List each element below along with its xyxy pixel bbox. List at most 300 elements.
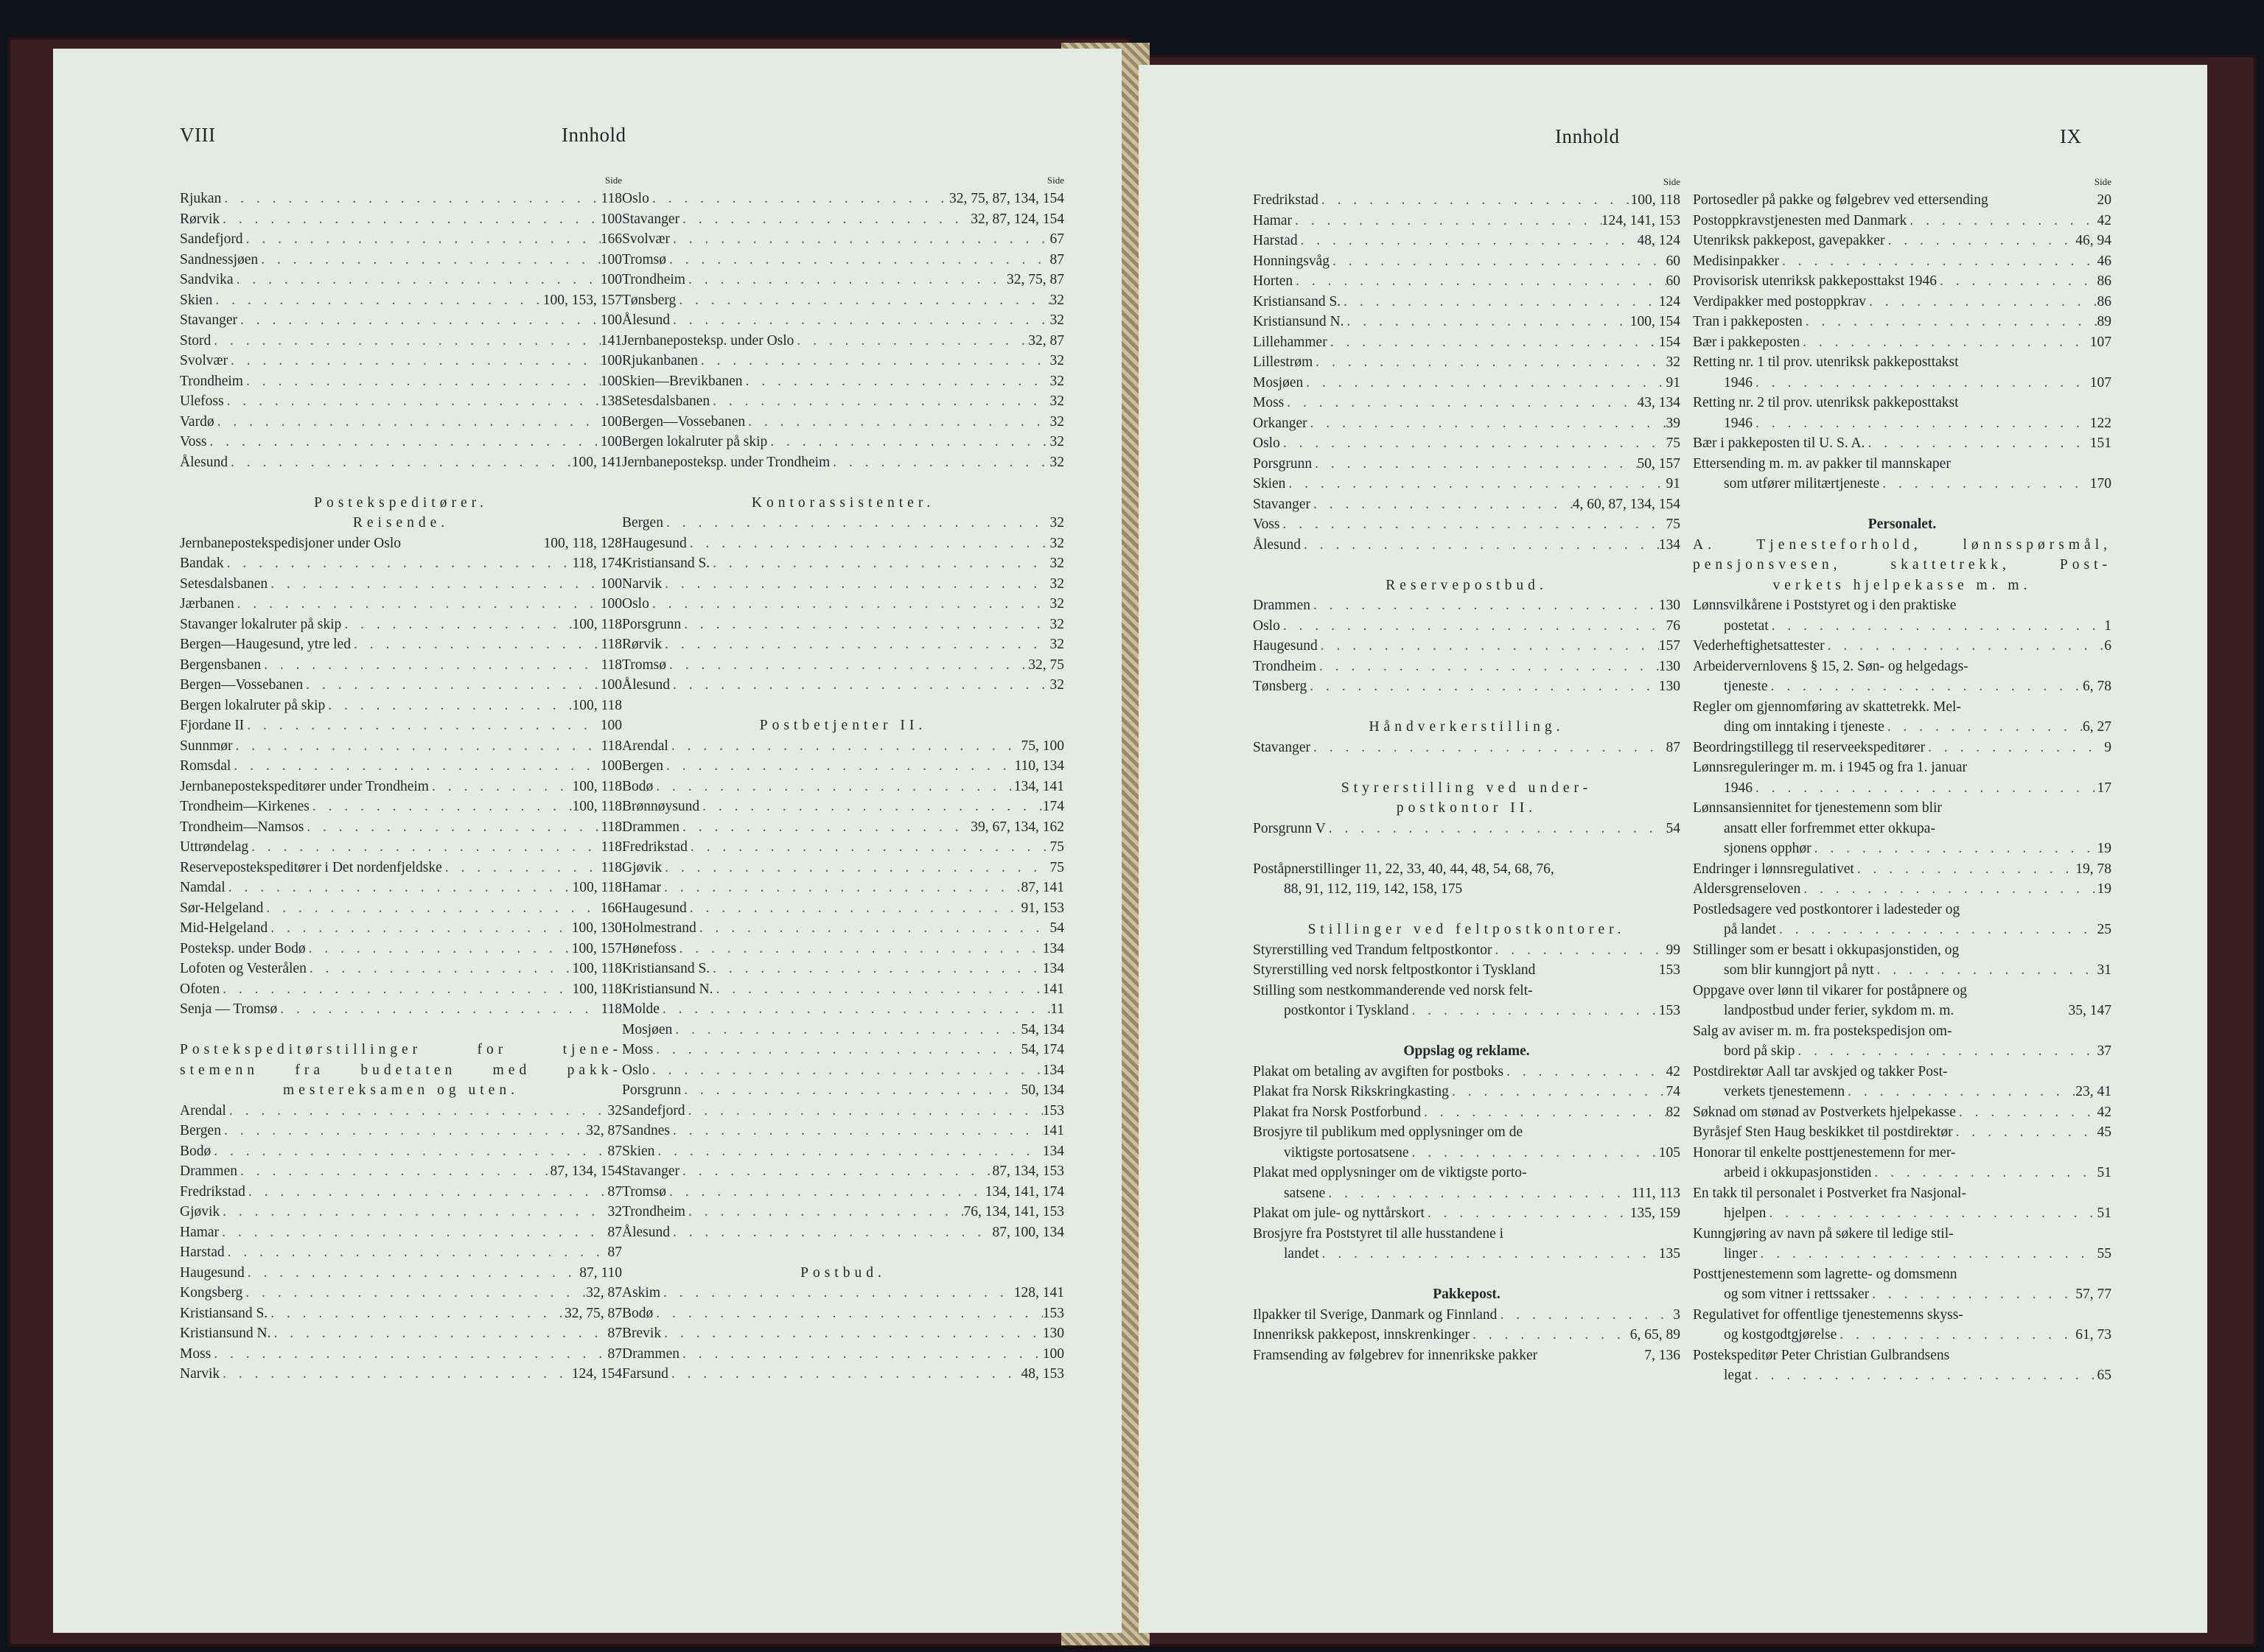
entry-title: og kostgodtgjørelse [1724,1327,1837,1343]
leader-dots [1319,1244,1659,1264]
index-entry [1253,1122,1680,1143]
entry-page-refs: 105 [1658,1144,1680,1161]
leader-dots [687,898,1021,919]
entry-title: Innenriksk pakkepost, innskrenkinger [1253,1327,1470,1343]
index-entry [180,250,622,270]
index-entry [1693,1183,2111,1204]
index-entry [180,615,622,635]
leader-dots [679,209,971,230]
index-entry [622,999,1064,1020]
entry-title: Horten [1253,273,1293,289]
index-entry [622,1323,1064,1344]
entry-page-refs: 9 [2104,739,2111,755]
entry-page-refs: 141 [600,332,622,349]
leader-dots [698,351,1050,371]
left-page [53,49,1122,1633]
index-entry [622,1040,1064,1060]
index-entry [180,310,622,331]
leader-dots [662,858,1049,878]
spacer [1253,757,1680,778]
entry-title: Bergen [622,515,663,531]
leader-dots [1298,231,1638,251]
entry-page-refs: 130 [1658,679,1680,694]
index-entry [180,979,622,1000]
entry-title: Posteksp. under Bodø [180,940,306,956]
entry-page-refs: 157 [1658,638,1680,654]
entry-page-refs: 87, 110 [579,1264,622,1281]
leader-dots [679,817,971,838]
leader-dots [1795,1041,2097,1062]
section-heading: stemenn fra budetaten med pakk- [180,1062,622,1078]
index-entry [1253,1203,1680,1224]
section-heading: verkets hjelpekasse m. m. [1772,577,2032,593]
section-heading: Postekspeditørstillinger for tjene- [180,1042,622,1057]
entry-title: Tromsø [622,251,666,267]
entry-page-refs: 135 [1658,1246,1680,1261]
entry-page-refs: 87, 141 [1021,880,1064,895]
entry-title: Holmestrand [622,920,696,936]
leader-dots [220,209,601,230]
index-entry [1693,1325,2111,1345]
entry-page-refs: 87, 134, 153 [992,1163,1064,1179]
leader-dots [245,1182,608,1203]
leader-dots [670,229,1049,250]
entry-page-refs: 153 [1658,962,1680,978]
leader-dots [307,959,573,979]
entry-title: Stavanger [622,1163,679,1179]
entry-title: Setesdalsbanen [180,575,268,592]
index-entry [622,615,1064,635]
entry-title: ding om inntaking i tjeneste [1724,719,1884,735]
entry-page-refs: 87 [1049,251,1064,267]
entry-title: Retting nr. 2 til prov. utenriksk pakkeposttakst [1693,395,1959,410]
entry-page-refs: 60 [1666,273,1680,289]
entry-page-refs: 134 [1042,940,1064,956]
leader-dots [1284,393,1637,413]
entry-page-refs: 65 [2097,1368,2111,1383]
entry-title: Voss [1253,517,1280,532]
leader-dots [226,878,573,898]
leader-dots [243,371,601,392]
entry-title: Hamar [180,1224,220,1240]
entry-title: Beordringstillegg til reserveekspeditører [1693,739,1926,755]
index-entry [1253,494,1680,515]
leader-dots [351,634,601,655]
entry-title: Regler om gjennomføring av skattetrekk. Mel- [1693,699,1961,715]
index-entry [1693,1345,2111,1366]
index-entry [1253,616,1680,637]
entry-page-refs: 42 [2097,212,2111,228]
index-entry [622,250,1064,270]
index-entry [180,817,622,838]
section-heading: mestereksamen og uten. [283,1082,519,1098]
leader-dots [1318,190,1631,211]
index-entry [1253,819,1680,839]
entry-page-refs: 100 [600,353,622,368]
leader-dots [1318,636,1659,657]
index-entry [1693,1305,2111,1326]
entry-title: linger [1724,1246,1758,1261]
index-entry [1253,271,1680,292]
leader-dots [1303,373,1666,393]
entry-page-refs: 100, 157 [571,940,622,956]
entry-page-refs: 118 [601,819,622,835]
entry-title: Vederheftighetsattester [1693,638,1825,654]
entry-title: Svolvær [180,353,228,368]
entry-title: Brosjyre fra Poststyret til alle husstandene i [1253,1225,1504,1242]
entry-page-refs: 32 [1049,454,1064,470]
entry-title: Bergen [622,758,663,774]
entry-title: Bergen—Haugesund, ytre led [180,637,351,652]
entry-title: Framsending av følgebrev for innenrikske pakker [1253,1347,1538,1363]
entry-title: 88, 91, 112, 119, 142, 158, 175 [1284,881,1463,897]
entry-page-refs: 100 [600,758,622,774]
leader-dots [1497,1305,1673,1326]
entry-title: Stillinger som er besatt i okkupasjonstiden, og [1693,942,1960,958]
index-entry [1693,271,2111,292]
entry-page-refs: 32 [1049,312,1064,328]
index-entry [622,756,1064,777]
leader-dots [268,574,601,595]
entry-title: verkets tjenestemenn [1724,1084,1845,1099]
entry-page-refs: 6 [2104,638,2111,654]
index-entry [622,858,1064,878]
index-entry [622,594,1064,615]
index-entry [1693,757,2111,778]
entry-page-refs: 100 [1042,1345,1064,1362]
entry-page-refs: 25 [2097,922,2111,937]
index-entry [180,371,622,392]
entry-title: Fredrikstad [1253,192,1318,208]
left-column-2 [622,174,1064,1385]
entry-title: Trondheim [622,272,685,287]
entry-page-refs: 118, 174 [572,556,622,571]
entry-page-refs: 134 [1658,536,1680,553]
right-column-2 [1693,175,2111,1386]
entry-title: Salg av aviser m. m. fra postekspedisjon om- [1693,1023,1952,1039]
leader-dots [681,615,1049,635]
entry-page-refs: 138 [600,393,622,409]
leader-dots [710,391,1049,412]
entry-page-refs: 54, 134 [1021,1021,1064,1037]
entry-page-refs: 87 [607,1345,622,1362]
entry-page-refs: 87, 134, 154 [550,1163,622,1179]
index-entry [1693,433,2111,454]
leader-dots [1292,211,1601,231]
leader-dots [1280,433,1666,454]
index-entry [1253,292,1680,312]
leader-dots [1800,879,2097,900]
entry-title: ansatt eller forfremmet etter okkupa- [1724,820,1935,836]
leader-dots [233,736,601,757]
entry-title: Oslo [622,1062,649,1078]
entry-title: Bergensbanen [180,657,262,673]
entry-title: Romsdal [180,758,231,774]
index-entry [1693,1041,2111,1062]
entry-page-refs: 134 [1042,961,1064,976]
leader-dots [237,310,601,331]
entry-page-refs: 134, 141, 174 [985,1183,1064,1200]
right-page [1139,65,2207,1633]
entry-title: Poståpnerstillinger 11, 22, 33, 40, 44, 48, 54, 68, 76, [1253,861,1554,877]
index-entry [1693,332,2111,353]
leader-dots [685,1202,964,1222]
index-entry [622,290,1064,311]
entry-page-refs: 100, 118 [572,880,622,895]
leader-dots [1293,271,1666,292]
entry-title: Byråsjef Sten Haug beskikket til postdirektør [1693,1124,1953,1140]
entry-title: Oslo [1253,617,1280,634]
leader-dots [1925,738,2104,758]
entry-page-refs: 100 [600,413,622,430]
entry-page-refs: 153 [1042,1102,1064,1119]
entry-title: Lønnsansiennitet for tjenestemenn som blir [1693,800,1942,816]
entry-page-refs: 11 [1050,1001,1064,1017]
leader-dots [681,1080,1021,1101]
leader-dots [1753,413,2090,434]
leader-dots [653,1040,1021,1060]
leader-dots [1325,1183,1632,1204]
index-entry [180,696,622,716]
entry-page-refs: 118 [601,839,622,855]
entry-page-refs: 91, 153 [1021,900,1064,916]
index-entry [1253,1102,1680,1123]
index-entry [622,229,1064,250]
entry-page-refs: 7, 136 [1644,1347,1680,1363]
entry-title: Rjukan [180,191,222,206]
leader-dots [231,756,600,777]
entry-page-refs: 153 [1658,1003,1680,1018]
entry-title: Stilling som nestkommanderende ved norsk felt- [1253,982,1533,998]
entry-page-refs: 100, 118 [572,697,622,713]
entry-page-refs: 86 [2097,273,2111,289]
leader-dots [1408,1001,1658,1021]
leader-dots [228,351,601,371]
entry-page-refs: 154 [1658,334,1680,350]
entry-page-refs: 42 [1666,1063,1680,1079]
spacer [1253,839,1680,859]
entry-page-refs: 39, 67, 134, 162 [971,819,1064,835]
leader-dots [672,1020,1021,1040]
entry-title: Aldersgrenseloven [1693,881,1801,897]
entry-title: som utfører militærtjeneste [1724,476,1880,491]
entry-page-refs: 100, 118 [572,778,622,794]
entry-page-refs: 100 [600,434,622,449]
entry-title: Senja — Tromsø [180,1001,278,1017]
leader-dots [794,331,1028,351]
index-entry [180,412,622,433]
entry-title: Harstad [180,1245,225,1260]
spacer [622,696,1064,716]
leader-dots [1803,312,2097,332]
entry-title: viktigste portosatsene [1284,1144,1409,1161]
entry-title: Reservepostekspeditører i Det nordenfjeldske [180,859,442,875]
index-entry [1253,393,1680,413]
index-entry [622,553,1064,574]
entry-page-refs: 20 [2097,192,2111,208]
spacer [622,472,1064,493]
leader-dots [219,1222,607,1243]
entry-title: 1946 [1724,780,1753,796]
entry-title: Porsgrunn [622,1082,682,1098]
entry-title: Plakat med opplysninger om de viktigste porto- [1253,1165,1527,1180]
entry-title: Sandvika [180,272,234,287]
section-heading: Styrerstilling ved under- [1341,780,1593,796]
entry-title: Bergen—Vossebanen [180,677,304,693]
entry-title: Plakat fra Norsk Rikskringkasting [1253,1084,1449,1099]
entry-title: Brønnøysund [622,799,700,814]
entry-page-refs: 32, 87 [1028,332,1064,349]
entry-title: Mid-Helgeland [180,920,268,936]
leader-dots [1327,332,1659,353]
entry-page-refs: 166 [600,900,622,916]
index-entry [1253,960,1680,981]
entry-title: Plakat om jule- og nyttårskort [1253,1205,1425,1221]
leader-dots [1854,859,2075,880]
entry-title: Stavanger lokalruter på skip [180,616,342,632]
leader-dots [662,634,1049,655]
entry-page-refs: 19 [2097,841,2111,856]
index-entry [1693,920,2111,940]
index-entry [1693,1143,2111,1163]
entry-page-refs: 100, 118 [1630,192,1680,208]
leader-dots [666,655,1028,676]
leader-dots [212,290,542,311]
index-entry [1693,657,2111,677]
entry-page-refs: 141 [1042,1123,1064,1138]
index-entry [622,979,1064,1000]
entry-page-refs: 111, 113 [1631,1185,1680,1201]
index-entry [1693,1163,2111,1183]
running-head: Innhold [562,124,626,146]
leader-dots [1953,1122,2097,1143]
leader-dots [245,1263,579,1284]
leader-dots [679,1161,993,1182]
leader-dots [211,1141,607,1162]
entry-title: Bær i pakkeposten [1693,334,1800,350]
index-entry [1693,616,2111,637]
entry-page-refs: 87 [1666,739,1680,755]
entry-page-refs: 87 [607,1143,622,1159]
spacer [1693,494,2111,515]
entry-page-refs: 67 [1049,231,1064,247]
index-entry [1693,1021,2111,1042]
index-entry [1253,454,1680,475]
leader-dots [244,715,601,736]
entry-title: Haugesund [180,1264,245,1281]
leader-dots [268,1303,565,1324]
index-entry [180,1141,622,1162]
leader-dots [1752,1365,2097,1386]
index-entry [1693,393,2111,413]
leader-dots [1326,819,1666,839]
entry-page-refs: 32, 87 [586,1123,622,1138]
spacer [1253,1264,1680,1285]
entry-title: Bodø [180,1143,212,1159]
entry-title: Utenriksk pakkepost, gavepakker [1693,233,1885,248]
index-entry [1253,1082,1680,1102]
leader-dots [670,1222,993,1243]
entry-page-refs: 118 [601,859,622,875]
entry-page-refs: 32, 75, 87, 134, 154 [949,191,1064,206]
leader-dots [1869,1284,2075,1305]
leader-dots [649,1060,1043,1081]
entry-title: Kristiansand S. [622,556,710,571]
leader-dots [1344,312,1630,332]
entry-title: Narvik [180,1366,220,1382]
index-entry [180,452,622,473]
index-entry [1253,1163,1680,1183]
entry-title: Mosjøen [622,1021,673,1037]
leader-dots [710,959,1043,979]
section-heading: Postekspeditører. [314,494,488,511]
entry-page-refs: 32 [1049,515,1064,531]
entry-title: Ålesund [1253,536,1301,553]
entry-title: Askim [622,1285,661,1301]
index-entry [1253,1305,1680,1326]
entry-page-refs: 32 [1049,575,1064,592]
side-label: Side [1047,175,1064,186]
leader-dots [1776,920,2097,940]
entry-page-refs: 100 [600,596,622,612]
entry-title: Lønnsvilkårene i Poststyret og i den praktiske [1693,598,1957,613]
entry-page-refs: 6, 65, 89 [1629,1327,1680,1343]
index-entry [1253,373,1680,393]
index-entry [1253,1062,1680,1082]
leader-dots [268,918,572,939]
entry-page-refs: 32 [1049,413,1064,430]
section-heading: Postbetjenter II. [759,718,927,733]
entry-title: Ålesund [622,312,670,328]
entry-page-refs: 48, 124 [1637,233,1680,248]
entry-title: Hønefoss [622,940,677,956]
entry-title: Regulativet for offentlige tjenestemenns skyss- [1693,1306,1963,1323]
index-entry [1253,433,1680,454]
index-entry [622,1222,1064,1243]
index-entry [1253,332,1680,353]
index-entry [1693,676,2111,697]
index-entry [622,878,1064,898]
entry-page-refs: 32, 87 [586,1285,622,1301]
index-entry [180,736,622,757]
entry-page-refs: 124, 154 [571,1366,622,1382]
leader-dots [1766,1203,2097,1224]
entry-page-refs: 86 [2097,293,2111,309]
entry-page-refs: 135, 159 [1629,1205,1680,1221]
entry-page-refs: 76, 134, 141, 153 [963,1204,1064,1219]
entry-page-refs: 46, 94 [2075,233,2111,248]
entry-title: landpostbud under ferier, sykdom m. m. [1724,1003,1954,1018]
leader-dots [1313,352,1666,373]
index-entry [622,331,1064,351]
leader-dots [228,452,572,473]
entry-page-refs: 19 [2097,881,2111,897]
entry-title: Fjordane II [180,718,245,733]
entry-title: Sandnessjøen [180,251,259,267]
leader-dots [1409,1143,1659,1163]
entry-page-refs: 57, 77 [2075,1287,2111,1302]
index-entry [1253,1143,1680,1163]
entry-title: Postekspeditør Peter Christian Gulbrandsens [1693,1347,1950,1363]
index-entry [622,1161,1064,1182]
entry-page-refs: 91 [1666,374,1680,391]
entry-title: Honningsvåg [1253,253,1330,269]
entry-title: tjeneste [1724,679,1768,694]
leader-dots [1503,1062,1666,1082]
section-heading: Pakkepost. [1433,1287,1500,1302]
entry-page-refs: 32 [1049,596,1064,612]
leader-dots [211,1344,607,1365]
